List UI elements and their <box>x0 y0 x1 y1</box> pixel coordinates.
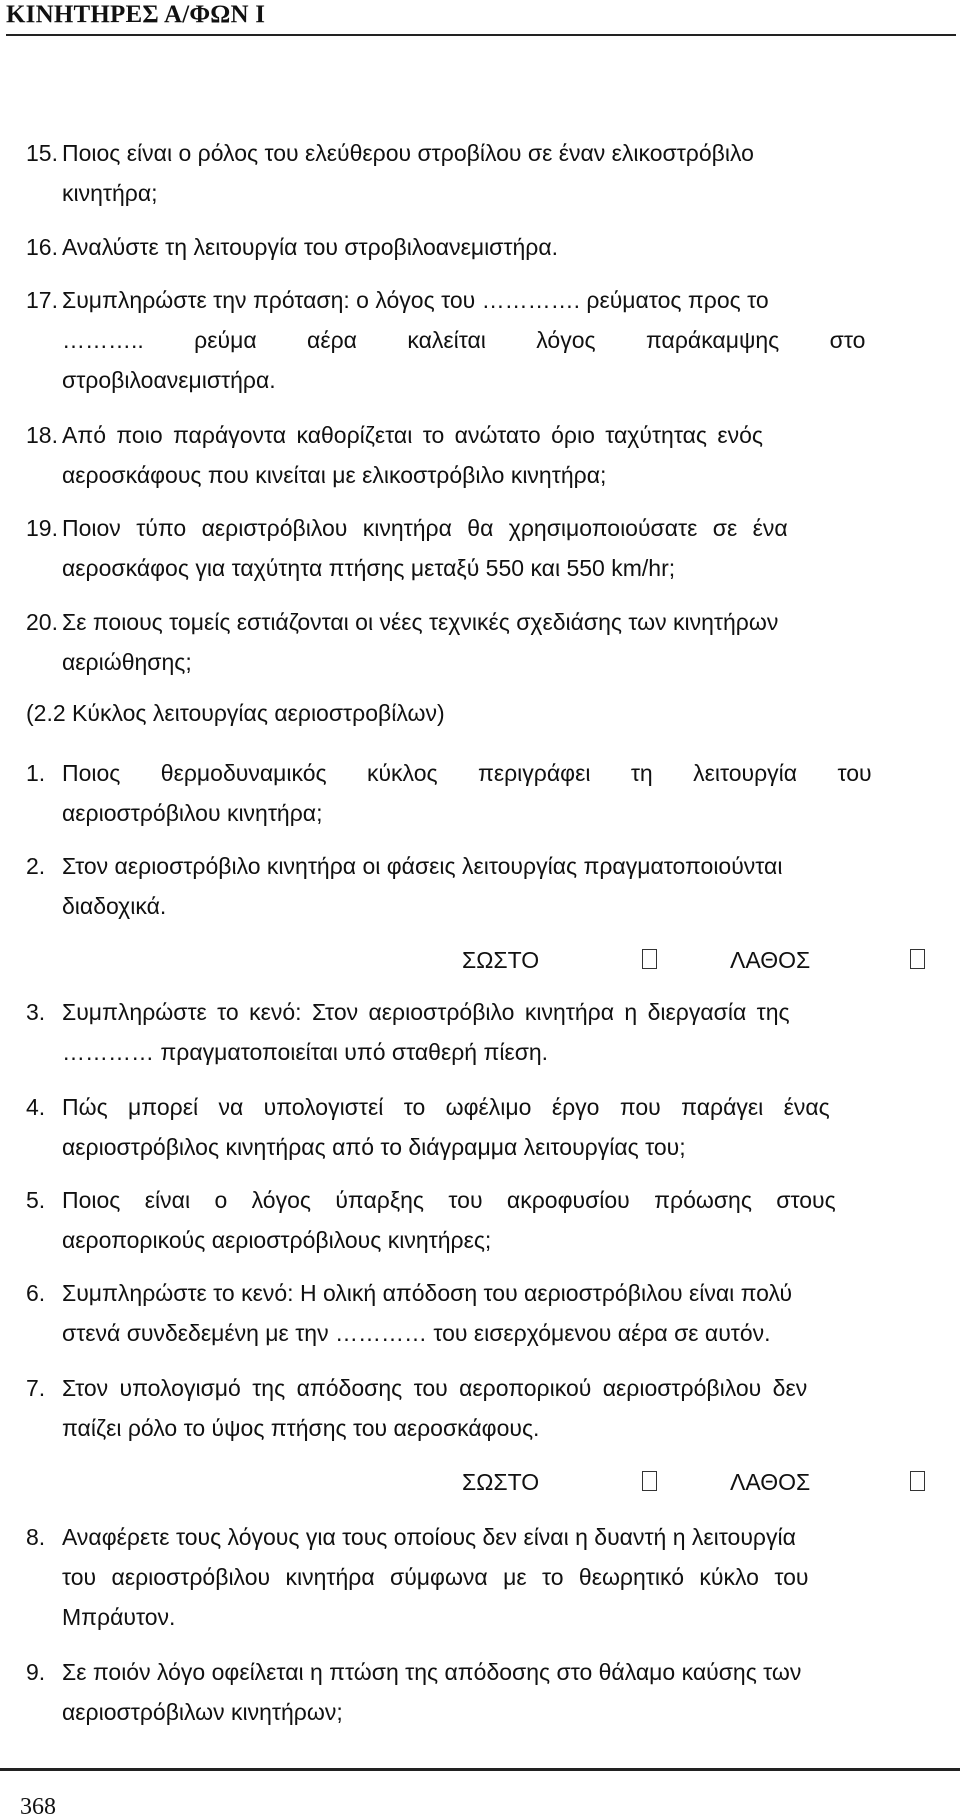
question-text-line: Σε ποιους τομείς εστιάζονται οι νέες τεχνικές σχεδιάσης των κινητήρων <box>62 609 779 635</box>
question-number: 9. <box>26 1659 46 1685</box>
question-text-line: Αναλύστε τη λειτουργία του στροβιλοανεμιστήρα. <box>62 234 559 260</box>
question-7 <box>26 1368 944 1448</box>
question-text-line: διαδοχικά. <box>62 893 167 919</box>
question-2 <box>26 846 944 926</box>
question-number: 2. <box>26 853 46 879</box>
question-number: 4. <box>26 1094 46 1120</box>
question-text-line: αεριοστρόβιλος κινητήρας από το διάγραμμα λειτουργίας του; <box>62 1134 686 1160</box>
question-text-line: αεριώθησης; <box>62 649 192 675</box>
question-6 <box>26 1273 944 1353</box>
section-heading-text: (2.2 Κύκλος λειτουργίας αεριοστροβίλων) <box>26 700 445 726</box>
question-text-line: Συμπληρώστε την πρόταση: ο λόγος του …………. ρεύματος προς το <box>62 287 769 313</box>
question-text-line: Συμπληρώστε το κενό: Στον αεριοστρόβιλο κινητήρα η διεργασία της <box>62 999 790 1025</box>
question-3 <box>26 992 944 1072</box>
question-text-line: παίζει ρόλο το ύψος πτήσης του αεροσκάφους. <box>62 1415 540 1441</box>
question-text-line: Ποιος είναι ο ρόλος του ελεύθερου στροβίλου σε έναν ελικοστρόβιλο <box>62 140 754 166</box>
header-title: ΚΙΝΗΤΗΡΕΣ Α/ΦΩΝ Ι <box>6 1 266 28</box>
question-text-line: ……….. ρεύμα αέρα καλείται λόγος παράκαμψης στο <box>62 327 866 353</box>
question-text-line: Πώς μπορεί να υπολογιστεί το ωφέλιμο έργο που παράγει ένας <box>62 1094 830 1120</box>
question-text-line: Στον αεριοστρόβιλο κινητήρα οι φάσεις λειτουργίας πραγματοποιούνται <box>62 853 783 879</box>
question-text-line: Αναφέρετε τους λόγους για τους οποίους δεν είναι η δυαντή η λειτουργία <box>62 1524 796 1550</box>
false-label: ΛΑΘΟΣ <box>730 947 811 973</box>
question-number: 17. <box>26 287 58 313</box>
true-label: ΣΩΣΤΟ <box>462 1469 540 1495</box>
question-text-line: ………… πραγματοποιείται υπό σταθερή πίεση. <box>62 1039 549 1065</box>
question-text-line: Ποιος θερμοδυναμικός κύκλος περιγράφει τη λειτουργία του <box>62 760 872 786</box>
question-number: 7. <box>26 1375 46 1401</box>
question-4 <box>26 1087 944 1167</box>
question-1 <box>26 753 944 833</box>
question-text-line: στροβιλοανεμιστήρα. <box>62 367 276 393</box>
question-text-line: κινητήρα; <box>62 180 158 206</box>
false-label: ΛΑΘΟΣ <box>730 1469 811 1495</box>
question-text-line: Από ποιο παράγοντα καθορίζεται το ανώτατο όριο ταχύτητας ενός <box>62 422 763 448</box>
false-checkbox[interactable] <box>910 949 925 969</box>
false-checkbox[interactable] <box>910 1471 925 1491</box>
header-divider <box>6 34 956 36</box>
question-number: 20. <box>26 609 58 635</box>
question-16 <box>26 227 944 267</box>
question-number: 15. <box>26 140 58 166</box>
question-9 <box>26 1652 944 1732</box>
question-text-line: αεροσκάφος για ταχύτητα πτήσης μεταξύ 550 και 550 km/hr; <box>62 555 676 581</box>
question-5 <box>26 1180 944 1260</box>
footer-divider <box>0 1768 960 1771</box>
question-number: 1. <box>26 760 46 786</box>
question-text-line: αεροπορικούς αεριοστρόβιλους κινητήρες; <box>62 1227 492 1253</box>
true-label: ΣΩΣΤΟ <box>462 947 540 973</box>
question-number: 16. <box>26 234 58 260</box>
section-heading <box>26 693 944 733</box>
question-text-line: Συμπληρώστε το κενό: Η ολική απόδοση του αεριοστρόβιλου είναι πολύ <box>62 1280 793 1306</box>
question-number: 5. <box>26 1187 46 1213</box>
question-number: 18. <box>26 422 58 448</box>
question-text-line: αεριοστρόβιλου κινητήρα; <box>62 800 323 826</box>
question-text-line: Σε ποιόν λόγο οφείλεται η πτώση της απόδοσης στο θάλαμο καύσης των <box>62 1659 802 1685</box>
question-text-line: Στον υπολογισμό της απόδοσης του αεροπορικού αεριοστρόβιλου δεν <box>62 1375 808 1401</box>
question-20 <box>26 602 944 682</box>
question-text-line: Ποιον τύπο αεριστρόβιλου κινητήρα θα χρησιμοποιούσατε σε ένα <box>62 515 788 541</box>
question-8 <box>26 1517 944 1637</box>
question-text-line: αεριοστρόβιλων κινητήρων; <box>62 1699 343 1725</box>
question-17 <box>26 280 944 400</box>
true-checkbox[interactable] <box>642 949 657 969</box>
question-number: 19. <box>26 515 58 541</box>
question-number: 3. <box>26 999 46 1025</box>
true-checkbox[interactable] <box>642 1471 657 1491</box>
question-number: 8. <box>26 1524 46 1550</box>
question-number: 6. <box>26 1280 46 1306</box>
question-18 <box>26 415 944 495</box>
question-text-line: του αεριοστρόβιλου κινητήρα σύμφωνα με το θεωρητικό κύκλο του <box>62 1564 809 1590</box>
page-number: 368 <box>20 1794 56 1820</box>
question-text-line: αεροσκάφους που κινείται με ελικοστρόβιλο κινητήρα; <box>62 462 607 488</box>
question-15 <box>26 133 944 213</box>
question-text-line: στενά συνδεδεμένη με την ………… του εισερχόμενου αέρα σε αυτόν. <box>62 1320 771 1346</box>
question-19 <box>26 508 944 588</box>
question-text-line: Μπράυτον. <box>62 1604 176 1630</box>
question-text-line: Ποιος είναι ο λόγος ύπαρξης του ακροφυσίου πρόωσης στους <box>62 1187 836 1213</box>
